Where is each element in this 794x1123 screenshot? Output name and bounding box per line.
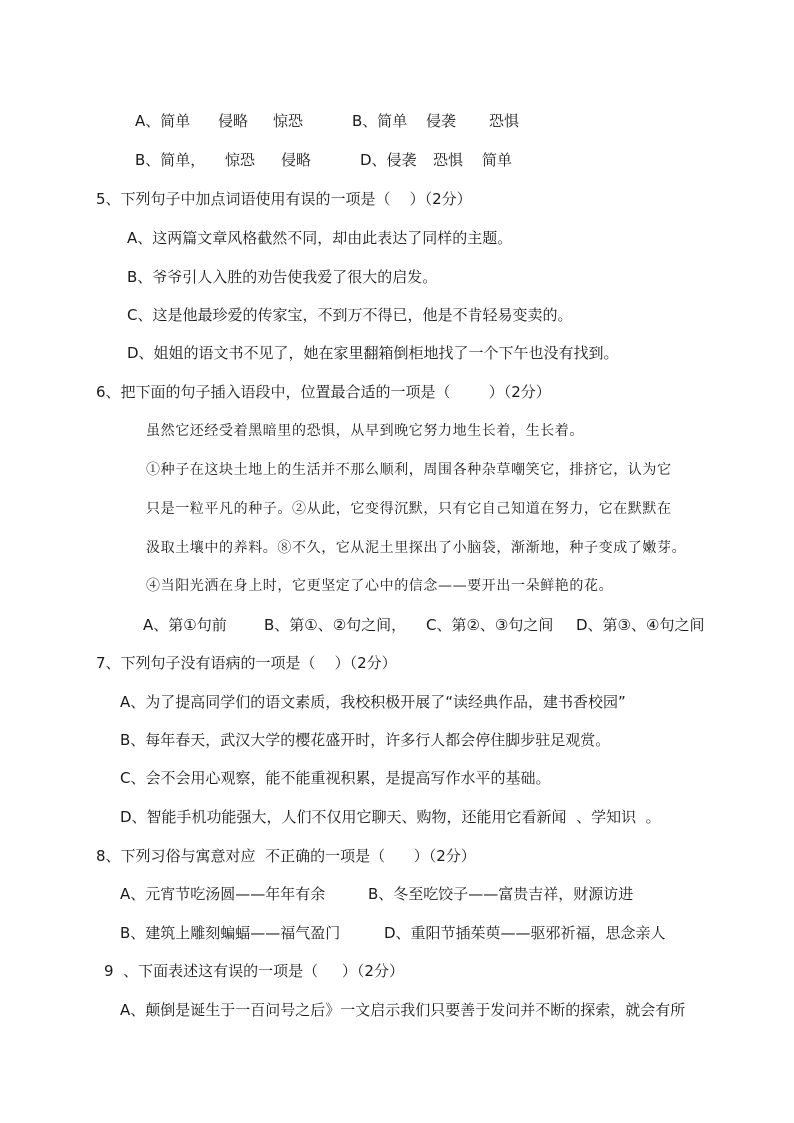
q5-option-b: B、爷爷引人入胜的劝告使我爱了很大的启发。 — [127, 268, 438, 286]
q5-stem: 5、下列句子中加点词语使用有误的一项是（ ）（2分） — [96, 190, 472, 208]
q5-option-c: C、这是他最珍爱的传家宝，不到万不得已，他是不肯轻易变卖的。 — [127, 306, 573, 324]
q6-option-b: B、第①、②句之间， — [264, 616, 407, 634]
q9-option-a: A、颠倒是诞生于一百问号之后》一文启示我们只要善于发问并不断的探索，就会有所 — [120, 1001, 686, 1019]
q6-stem: 6、把下面的句子插入语段中，位置最合适的一项是（ ）（2分） — [96, 383, 551, 401]
q4-option-b-3: 恐惧 — [489, 112, 520, 130]
q8-option-a: A、元宵节吃汤圆——年年有余 — [120, 885, 326, 903]
q4-option-a-1: A、简单 — [135, 112, 191, 130]
q4-option-c-2: 惊恐 — [225, 151, 256, 169]
q7-stem: 7、下列句子没有语病的一项是（ ）（2分） — [96, 654, 397, 672]
q6-option-c: C、第②、③句之间 — [426, 616, 554, 634]
q9-stem: 9 、下面表述这有误的一项是（ ）（2分） — [104, 962, 404, 980]
q6-option-d: D、第③、④句之间 — [576, 616, 705, 634]
q6-passage-line-3: 汲取土壤中的养料。⑧不久，它从泥土里探出了小脑袋，渐渐地，种子变成了嫩芽。 — [146, 540, 687, 556]
q7-option-c: C、会不会用心观察，能不能重视积累，是提高写作水平的基础。 — [120, 769, 551, 787]
q7-option-d: D、智能手机功能强大，人们不仅用它聊天、购物，还能用它看新闻 、学知识 。 — [120, 808, 661, 826]
q4-option-a-2: 侵略 — [218, 112, 249, 130]
q4-option-d-3: 简单 — [482, 151, 513, 169]
q4-option-b-1: B、简单 — [352, 112, 408, 130]
q5-option-d: D、姐姐的语文书不见了，她在家里翻箱倒柜地找了一个下午也没有找到。 — [127, 344, 619, 362]
q4-option-c-1: B、简单， — [135, 151, 206, 169]
q5-option-a: A、这两篇文章风格截然不同，却由此表达了同样的主题。 — [127, 229, 513, 247]
q6-option-a: A、第①句前 — [143, 616, 227, 634]
q6-passage-line-2: 只是一粒平凡的种子。②从此，它变得沉默，只有它自己知道在努力，它在默默在 — [146, 501, 672, 517]
q4-option-b-2: 侵袭 — [426, 112, 457, 130]
q4-option-d-2: 恐惧 — [433, 151, 464, 169]
q6-passage-line-4: ④当阳光洒在身上时，它更坚定了心中的信念——要开出一朵鲜艳的花。 — [146, 578, 614, 594]
q6-passage-line-1: ①种子在这块土地上的生活并不那么顺利，周围各种杂草嘲笑它，排挤它，认为它 — [146, 462, 672, 478]
q4-option-a-3: 惊恐 — [273, 112, 304, 130]
q6-insert-sentence: 虽然它还经受着黑暗里的恐惧，从早到晚它努力地生长着，生长着。 — [146, 423, 584, 439]
q7-option-a: A、为了提高同学们的语文素质，我校积极开展了“读经典作品，建书香校园” — [120, 693, 626, 711]
q4-option-c-3: 侵略 — [281, 151, 312, 169]
q8-option-b: B、冬至吃饺子——富贵吉祥，财源访进 — [368, 885, 634, 903]
q8-stem: 8、下列习俗与寓意对应 不正确的一项是（ ）（2分） — [96, 847, 476, 865]
q7-option-b: B、每年春天，武汉大学的樱花盛开时，许多行人都会停住脚步驻足观赏。 — [120, 731, 611, 749]
q4-option-d-1: D、侵袭 — [360, 151, 417, 169]
q8-option-d: D、重阳节插茱萸——驱邪祈福，思念亲人 — [384, 924, 666, 942]
q8-option-c: B、建筑上雕刻蝙蝠——福气盈门 — [120, 924, 341, 942]
